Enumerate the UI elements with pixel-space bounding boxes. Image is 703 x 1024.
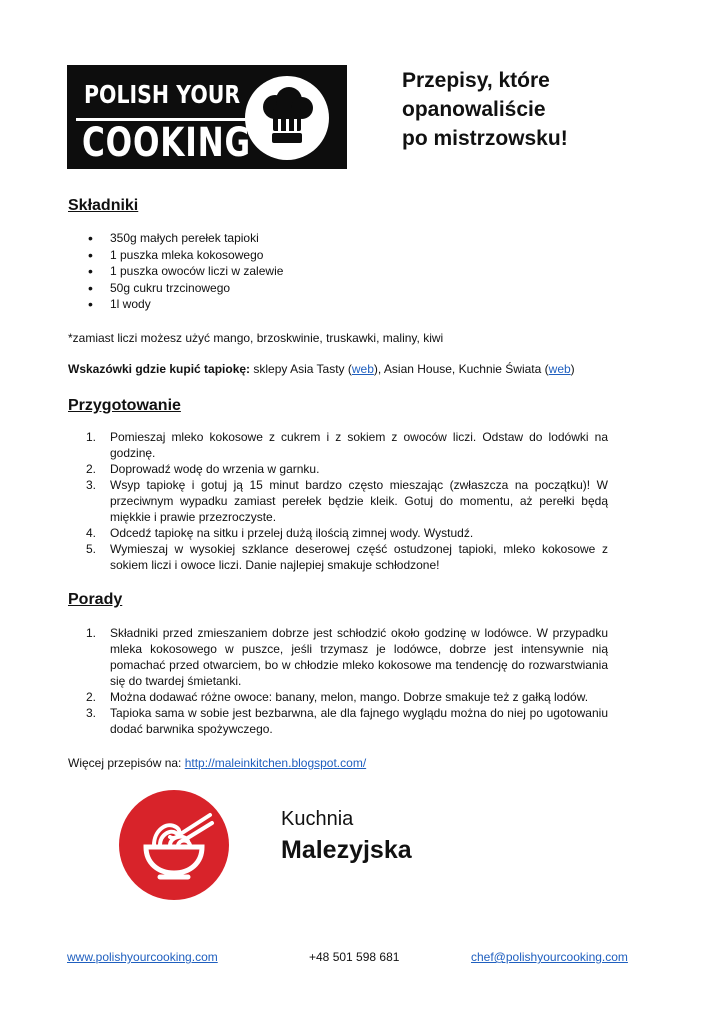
list-item bbox=[68, 705, 608, 737]
tips-list bbox=[68, 625, 608, 737]
step-number: 2. bbox=[86, 462, 97, 476]
tip-text: Można dodawać różne owoce: banany, melon, mango. Dobrze smakuje też z gałką lodów. bbox=[110, 690, 589, 704]
logo-line-2: COOKING bbox=[82, 120, 251, 166]
tagline-line-3: po mistrzowsku! bbox=[402, 127, 568, 150]
shops-text-3: ) bbox=[570, 362, 575, 376]
list-item bbox=[68, 525, 608, 541]
tip-text: Tapioka sama w sobie jest bezbarwna, ale dla fajnego wyglądu można do niej po ugotowaniu dodać barwnika spożywczego. bbox=[110, 706, 608, 736]
cuisine-label: Kuchnia bbox=[281, 808, 354, 830]
list-item bbox=[68, 429, 608, 461]
tip-number: 3. bbox=[86, 706, 97, 720]
step-text: Odcedź tapiokę na sitku i przelej dużą ilością zimnej wody. Wystudź. bbox=[110, 526, 474, 540]
ingredients-note: *zamiast liczi możesz użyć mango, brzoskwinie, truskawki, maliny, kiwi bbox=[68, 331, 444, 345]
tagline-line-2: opanowaliście bbox=[402, 98, 546, 121]
step-text: Wymieszaj w wysokiej szklance deserowej część ostudzonej tapioki, mleko kokosowe z sokiem liczi i owoce liczi. Danie najlepiej smakuje schłodzone! bbox=[110, 542, 608, 572]
cuisine-name: Malezyjska bbox=[281, 836, 412, 864]
shop-link-kuchnie-swiata[interactable]: web bbox=[548, 362, 571, 376]
blog-link[interactable]: http://maleinkitchen.blogspot.com/ bbox=[184, 756, 367, 770]
noodle-bowl-icon bbox=[118, 789, 230, 901]
shop-link-asia-tasty[interactable]: web bbox=[351, 362, 374, 376]
ingredients-list bbox=[68, 230, 283, 313]
shops-paragraph bbox=[68, 361, 638, 378]
list-item bbox=[68, 477, 608, 525]
list-item: • 50g cukru trzcinowego bbox=[68, 280, 283, 297]
ingredients-title: Składniki bbox=[68, 197, 139, 214]
logo-line-1: POLISH YOUR bbox=[84, 80, 241, 109]
tip-number: 1. bbox=[86, 626, 97, 640]
shops-label: Wskazówki gdzie kupić tapiokę: bbox=[68, 362, 251, 376]
list-item: • 1l wody bbox=[68, 296, 283, 313]
step-text: Wsyp tapiokę i gotuj ją 15 minut bardzo często mieszając (zwłaszcza na początku)! W przeciwnym wypadku zamiast perełek będzie kleik. Gotuj do momentu, aż perełki będą miękkie i prawie przezroczyste. bbox=[110, 478, 608, 524]
step-number: 1. bbox=[86, 430, 97, 444]
tagline-line-1: Przepisy, które bbox=[402, 69, 550, 92]
step-text: Pomieszaj mleko kokosowe z cukrem i z sokiem z owoców liczi. Odstaw do lodówki na godzinę. bbox=[110, 430, 608, 460]
shops-text-1: sklepy Asia Tasty ( bbox=[250, 362, 352, 376]
list-item bbox=[68, 541, 608, 573]
tips-title: Porady bbox=[68, 591, 123, 608]
step-number: 4. bbox=[86, 526, 97, 540]
list-item bbox=[68, 625, 608, 689]
list-item: • 1 puszka owoców liczi w zalewie bbox=[68, 263, 283, 280]
more-recipes bbox=[68, 755, 638, 772]
preparation-steps bbox=[68, 429, 608, 573]
step-text: Doprowadź wodę do wrzenia w garnku. bbox=[110, 462, 320, 476]
footer-website-link[interactable]: www.polishyourcooking.com bbox=[67, 950, 218, 964]
footer-phone: +48 501 598 681 bbox=[309, 950, 400, 964]
brand-logo bbox=[67, 65, 347, 169]
tip-number: 2. bbox=[86, 690, 97, 704]
list-item bbox=[68, 689, 608, 705]
list-item: • 1 puszka mleka kokosowego bbox=[68, 247, 283, 264]
tagline bbox=[402, 66, 662, 153]
chef-hat-icon bbox=[237, 73, 337, 163]
tip-text: Składniki przed zmieszaniem dobrze jest schłodzić około godzinę w lodówce. W przypadku mleka kokosowego w puszce, jeśli trzymasz je lodówce, dobrze jest intensywnie nią pomachać przed otwarciem, bo w chłodzie mleko kokosowe ma tendencję do rozwarstwiania się do twardej śmietanki. bbox=[110, 626, 608, 688]
step-number: 5. bbox=[86, 542, 97, 556]
shops-text-2: ), Asian House, Kuchnie Świata ( bbox=[373, 362, 549, 376]
list-item: • 350g małych perełek tapioki bbox=[68, 230, 283, 247]
list-item bbox=[68, 461, 608, 477]
step-number: 3. bbox=[86, 478, 97, 492]
more-recipes-label: Więcej przepisów na: bbox=[68, 756, 185, 770]
preparation-title: Przygotowanie bbox=[68, 397, 181, 414]
footer-email-link[interactable]: chef@polishyourcooking.com bbox=[471, 950, 628, 964]
